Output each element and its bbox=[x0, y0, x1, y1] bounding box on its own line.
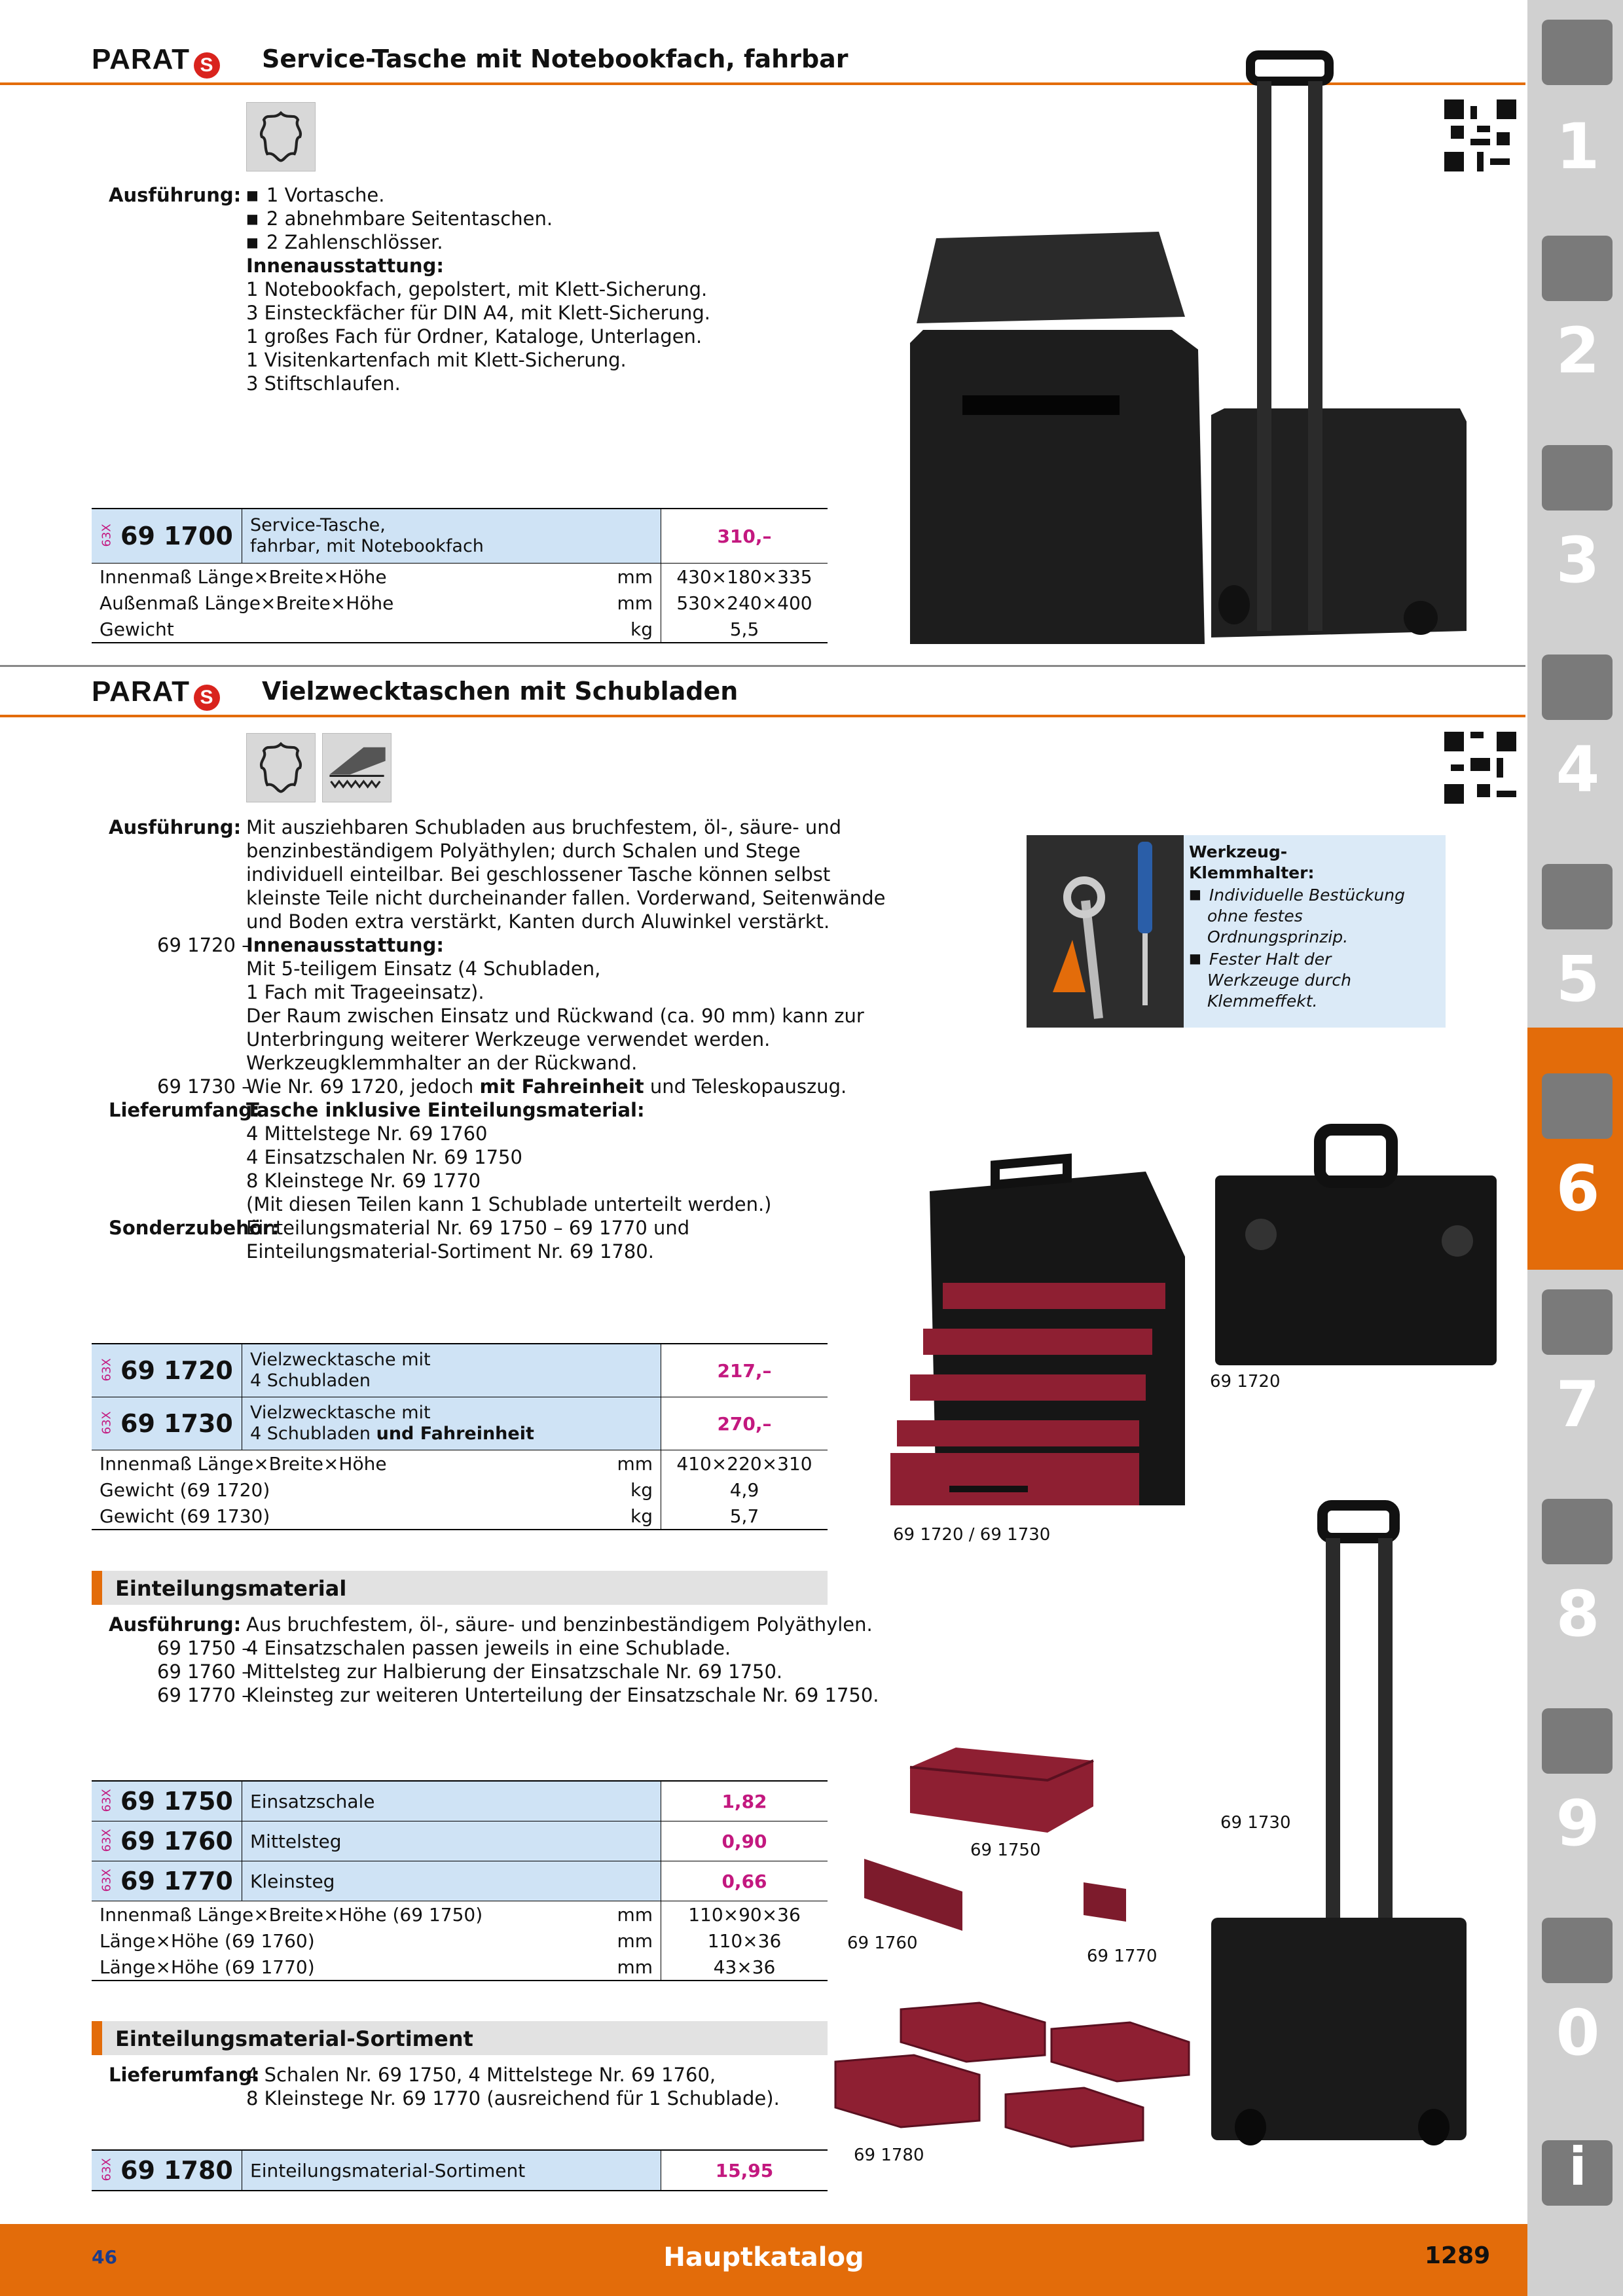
qr-code bbox=[1444, 732, 1516, 804]
article-number: 69 1730 bbox=[120, 1409, 233, 1438]
ausfuehrung-label: Ausführung: bbox=[109, 816, 242, 838]
product-table-691750: 63X 69 1750 Einsatzschale 1,82 63X 69 1760 Mittelsteg 0,90 63X 69 1770 Kleinsteg 0,66 Innenmaß Länge×Breite×Höhe (69 1750) mm 110×90×36 Länge×Höhe (69 1760) mm 110×36 Länge×Höhe (69 1770) mm 43×36 bbox=[92, 1780, 828, 1981]
caption-691720: 69 1720 bbox=[1210, 1372, 1281, 1391]
sec2-inner: Innenausstattung: Mit 5-teiligem Einsatz (4 Schubladen, 1 Fach mit Trageeinsatz). Der Raum zwischen Einsatz und Rückwand (ca. 90 mm) kann zur Unterbringung weiterer Werkzeuge verwendet werden. Werkzeugklemmhalter an der Rückwand. bbox=[246, 934, 864, 1074]
safety-icon bbox=[1542, 1918, 1613, 1983]
service-tasche-photo bbox=[831, 42, 1473, 657]
price: 15,95 bbox=[661, 2150, 828, 2191]
sortiment-photo bbox=[829, 1996, 1195, 2153]
cutting-insert-icon bbox=[1542, 236, 1613, 301]
lieferumfang-label: Lieferumfang: bbox=[109, 2064, 260, 2086]
chapter-tab-3[interactable]: 3 bbox=[1527, 419, 1623, 615]
price: 217,– bbox=[661, 1344, 828, 1397]
article-number: 69 1750 bbox=[120, 1787, 233, 1816]
einsatzschale-photo bbox=[903, 1741, 1100, 1839]
drill-bit-icon bbox=[1542, 20, 1613, 85]
tool-holder-icon bbox=[1542, 445, 1613, 511]
chapter-tab-2[interactable]: 2 bbox=[1527, 209, 1623, 406]
sec3-ausfuehrung: Aus bruchfestem, öl-, säure- und benzinbeständigem Polyäthylen. bbox=[246, 1613, 873, 1636]
page-left-number: 46 bbox=[92, 2246, 117, 2268]
chapter-tab-7[interactable]: 7 bbox=[1527, 1263, 1623, 1460]
wrench-icon bbox=[1542, 1073, 1613, 1139]
article-number: 69 1760 bbox=[120, 1827, 233, 1856]
product-table-691700: 63X 69 1700 Service-Tasche, fahrbar, mit Notebookfach 310,– Innenmaß Länge×Breite×Höhe mm 430×180×335 Außenmaß Länge×Breite×Höhe mm 530×240×400 Gewicht kg 5,5 bbox=[92, 508, 828, 643]
leather-icon bbox=[246, 733, 316, 802]
sonderzubehoer-label: Sonderzubehör: bbox=[109, 1217, 280, 1239]
parat-logo: PARAT S bbox=[92, 675, 220, 711]
article-number: 69 1770 bbox=[120, 1867, 233, 1895]
price: 310,– bbox=[661, 509, 828, 564]
inner-item: 3 Einsteckfächer für DIN A4, mit Klett-Sicherung. bbox=[246, 302, 710, 324]
feature-item: ■ 1 Vortasche. bbox=[246, 183, 710, 207]
catalog-title: Hauptkatalog bbox=[663, 2242, 864, 2272]
sec3-descriptions: 4 Einsatzschalen passen jeweils in eine Schublade. Mittelsteg zur Halbierung der Einsatzschale Nr. 69 1750. Kleinsteg zur weiteren Unterteilung der Einsatzschale Nr. 69 1750. bbox=[246, 1637, 879, 1706]
sec1-features bbox=[246, 183, 710, 395]
inner-item: 1 Notebookfach, gepolstert, mit Klett-Sicherung. bbox=[246, 278, 708, 300]
product-table-691780: 63X 69 1780 Einteilungsmaterial-Sortiment 15,95 bbox=[92, 2149, 828, 2191]
hand-tools-icon bbox=[1542, 1289, 1613, 1355]
sec2-691730-text: Wie Nr. 69 1720, jedoch mit Fahreinheit und Teleskopauszug. bbox=[246, 1075, 847, 1098]
drawer-bag-closed-photo bbox=[1202, 1123, 1503, 1372]
caption-691780: 69 1780 bbox=[854, 2145, 924, 2165]
drawer-bag-open-photo bbox=[871, 1139, 1198, 1518]
chapter-tab-1[interactable]: 1 bbox=[1527, 0, 1623, 203]
section-bar-sortiment: Einteilungsmaterial-Sortiment bbox=[92, 2021, 828, 2055]
kleinsteg-photo bbox=[1080, 1876, 1133, 1928]
inner-item: 1 Visitenkartenfach mit Klett-Sicherung. bbox=[246, 349, 627, 371]
footer-bar bbox=[0, 2224, 1527, 2296]
chapter-tab-6-active[interactable]: 6 bbox=[1527, 1028, 1623, 1270]
inner-label: Innenausstattung: bbox=[246, 255, 444, 277]
feature-item: ■ 2 abnehmbare Seitentaschen. bbox=[246, 207, 710, 230]
caption-691770: 69 1770 bbox=[1087, 1946, 1158, 1966]
saw-disc-icon bbox=[1542, 864, 1613, 929]
inner-item: 3 Stiftschlaufen. bbox=[246, 372, 401, 395]
leather-icon bbox=[246, 102, 316, 171]
caption-691760: 69 1760 bbox=[847, 1933, 918, 1953]
ref-691720: 69 1720 – bbox=[157, 934, 251, 956]
article-number: 69 1700 bbox=[120, 522, 233, 550]
cabinet-icon bbox=[1542, 1708, 1613, 1774]
workshop-icon bbox=[1542, 1499, 1613, 1564]
sec4-lieferumfang: 4 Schalen Nr. 69 1750, 4 Mittelstege Nr. 69 1760, 8 Kleinstege Nr. 69 1770 (ausreichend für 1 Schublade). bbox=[246, 2064, 780, 2109]
lieferumfang-label: Lieferumfang: bbox=[109, 1099, 260, 1121]
chapter-tab-4[interactable]: 4 bbox=[1527, 628, 1623, 825]
article-number: 69 1720 bbox=[120, 1356, 233, 1385]
sec2-sonderzubehoer: Einteilungsmaterial Nr. 69 1750 – 69 1770 und Einteilungsmaterial-Sortiment Nr. 69 1780. bbox=[246, 1217, 690, 1263]
parat-logo: PARAT S bbox=[92, 43, 220, 79]
price: 270,– bbox=[661, 1397, 828, 1450]
section-bar-einteilungsmaterial: Einteilungsmaterial bbox=[92, 1571, 828, 1605]
mittelsteg-photo bbox=[858, 1852, 969, 1937]
klemmhalter-photo bbox=[1027, 835, 1184, 1028]
sec2-lieferumfang: Tasche inklusive Einteilungsmaterial: 4 Mittelstege Nr. 69 1760 4 Einsatzschalen Nr. 69 1750 8 Kleinstege Nr. 69 1770 (Mit diesen Teilen kann 1 Schublade unterteilt werden.) bbox=[246, 1099, 772, 1215]
page-number: 1289 bbox=[1425, 2242, 1491, 2269]
caption-691720-691730: 69 1720 / 69 1730 bbox=[893, 1525, 1051, 1545]
chapter-tab-info[interactable]: i bbox=[1527, 2101, 1623, 2232]
section-title-service-tasche: Service-Tasche mit Notebookfach, fahrbar bbox=[262, 45, 848, 73]
section-separator bbox=[0, 665, 1525, 667]
price: 0,66 bbox=[661, 1861, 828, 1901]
article-number: 69 1780 bbox=[120, 2156, 233, 2185]
caption-691730: 69 1730 bbox=[1220, 1813, 1291, 1833]
product-table-691720: 63X 69 1720 Vielzwecktasche mit 4 Schubladen 217,– 63X 69 1730 Vielzwecktasche mit 4 Schubladen und Fahreinheit 270,– Innenmaß Länge×Breite×Höhe mm 410×220×310 Gewicht (69 1720) kg 4,9 Gewicht (69 1730) kg 5,7 bbox=[92, 1343, 828, 1530]
chapter-tab-0[interactable]: 0 bbox=[1527, 1892, 1623, 2088]
ausfuehrung-label: Ausführung: bbox=[109, 184, 242, 206]
chapter-tab-9[interactable]: 9 bbox=[1527, 1682, 1623, 1878]
price: 1,82 bbox=[661, 1781, 828, 1821]
section-title-vielzwecktaschen: Vielzwecktaschen mit Schubladen bbox=[262, 677, 739, 706]
chapter-tab-8[interactable]: 8 bbox=[1527, 1473, 1623, 1669]
ref-691730: 69 1730 – bbox=[157, 1075, 251, 1098]
caption-691750: 69 1750 bbox=[970, 1840, 1041, 1860]
aluminium-edge-icon bbox=[322, 733, 392, 802]
chapter-tab-5[interactable]: 5 bbox=[1527, 838, 1623, 1034]
price: 0,90 bbox=[661, 1821, 828, 1861]
sec2-description: Mit ausziehbaren Schubladen aus bruchfestem, öl-, säure- und benzinbeständigem Polyäthylen; durch Schalen und Stege individuell einteilbar. Bei geschlossener Tasche können selbst kleinste Teile nicht durcheinander fallen. Vorderwand, Seitenwände und Boden extra verstärkt, Kanten durch Aluwinkel verstärkt. bbox=[246, 816, 886, 933]
caliper-icon bbox=[1542, 655, 1613, 720]
section-divider bbox=[0, 715, 1525, 717]
feature-item: ■ 2 Zahlenschlösser. bbox=[246, 230, 710, 254]
inner-item: 1 großes Fach für Ordner, Kataloge, Unterlagen. bbox=[246, 325, 702, 348]
sec3-refs: 69 1750 – 69 1760 – 69 1770 – bbox=[157, 1637, 251, 1706]
ausfuehrung-label: Ausführung: bbox=[109, 1613, 242, 1636]
klemmhalter-infobox: Werkzeug- Klemmhalter: ■ Individuelle Bestückung ohne festes Ordnungsprinzip. ■ Fester Halt der Werkzeuge durch Klemmeffekt. bbox=[1184, 835, 1446, 1028]
